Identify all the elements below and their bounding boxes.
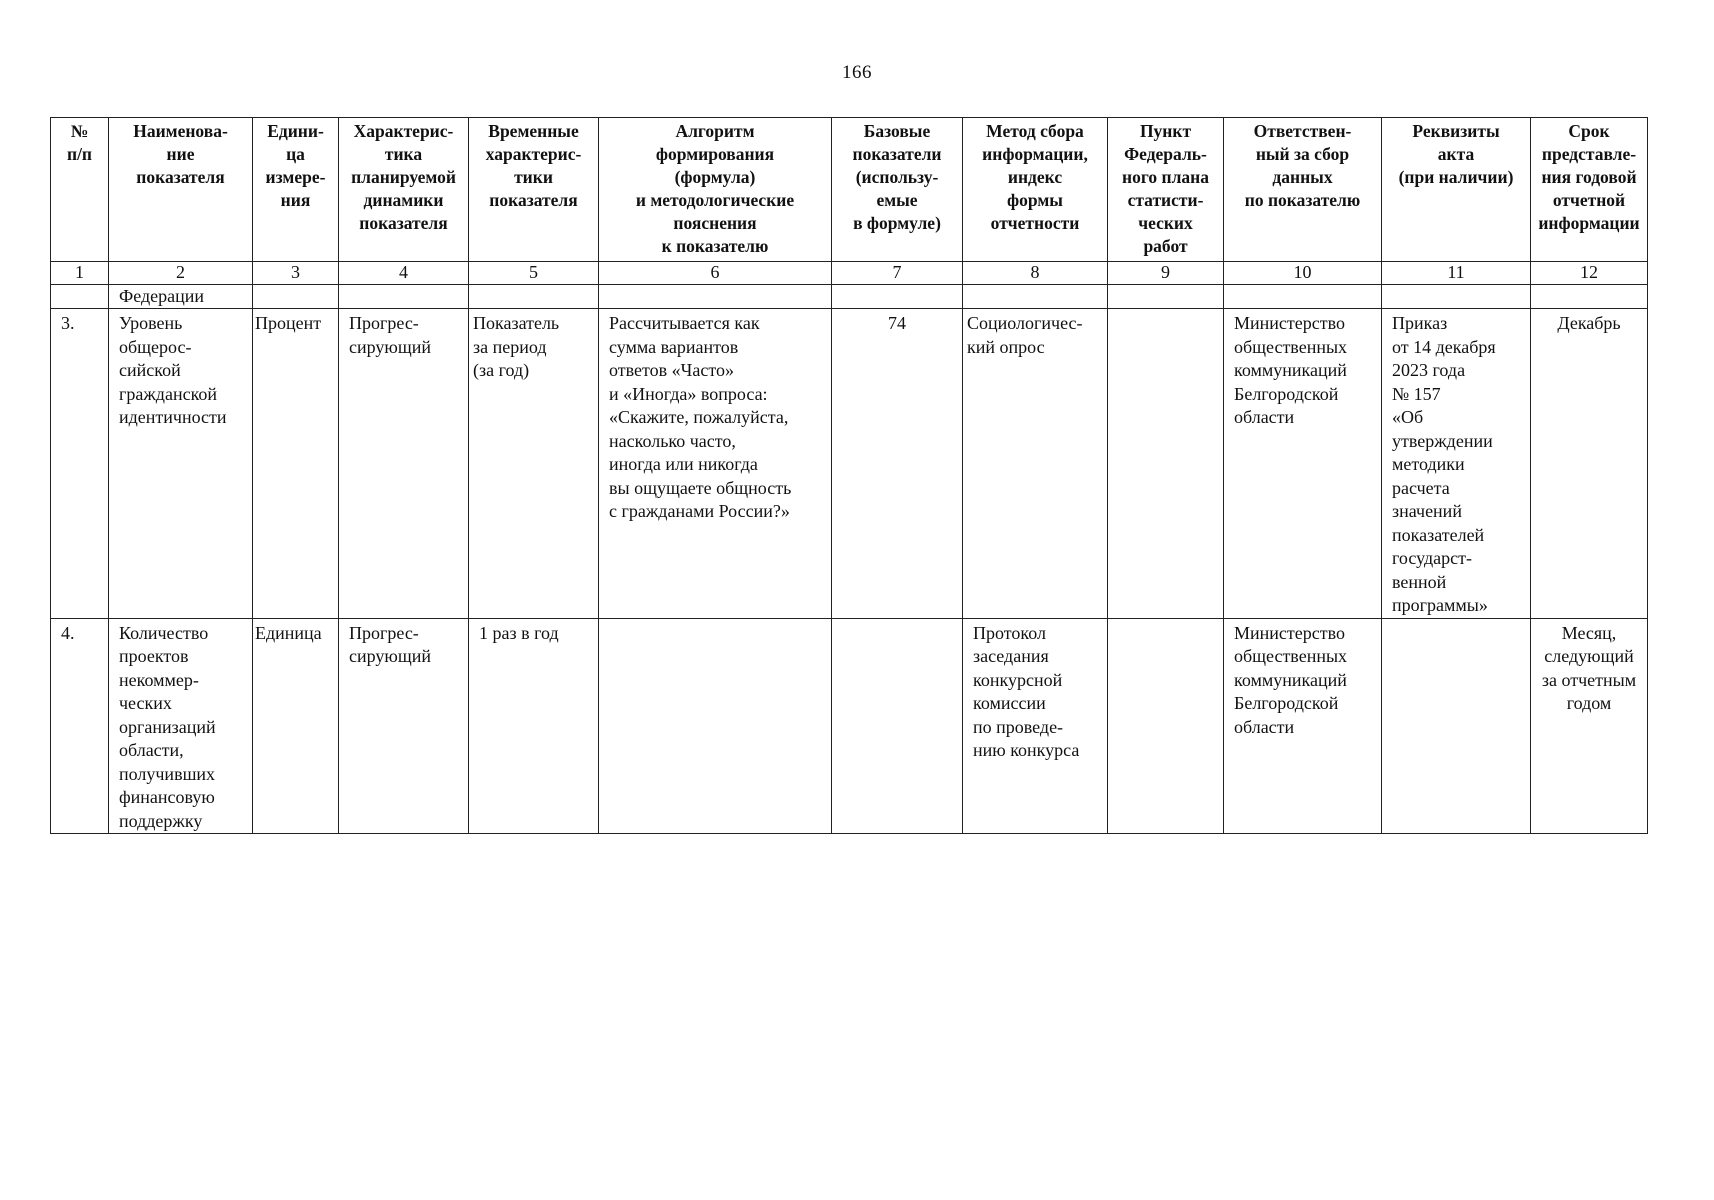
dynamics: Прогрес- сирующий — [339, 309, 469, 619]
row-num: 4. — [51, 618, 109, 834]
plan-item — [1108, 309, 1224, 619]
dynamics: Прогрес- сирующий — [339, 618, 469, 834]
col-header-algorithm: Алгоритм формирования (формула) и методологические пояснения к показателю — [599, 118, 832, 262]
col-header-time: Временные характерис- тики показателя — [469, 118, 599, 262]
indicator-table — [50, 117, 1648, 834]
collection-method: Протокол заседания конкурсной комиссии по проведе- нию конкурса — [963, 618, 1108, 834]
col-number: 6 — [599, 262, 832, 285]
col-header-plan-item: Пункт Федераль- ного плана статисти- ческих работ — [1108, 118, 1224, 262]
col-number: 10 — [1224, 262, 1382, 285]
header-row — [51, 118, 1648, 262]
unit: Единица — [253, 618, 339, 834]
col-header-method: Метод сбора информации, индекс формы отчетности — [963, 118, 1108, 262]
col-number: 11 — [1382, 262, 1531, 285]
col-header-responsible: Ответствен- ный за сбор данных по показателю — [1224, 118, 1382, 262]
indicator-name: Уровень общерос- сийской гражданской идентичности — [109, 309, 253, 619]
col-header-dynamics: Характерис- тика планируемой динамики показателя — [339, 118, 469, 262]
continuation-name: Федерации — [109, 285, 253, 309]
col-number: 7 — [832, 262, 963, 285]
plan-item — [1108, 618, 1224, 834]
responsible: Министерство общественных коммуникаций Белгородской области — [1224, 618, 1382, 834]
col-number: 12 — [1531, 262, 1648, 285]
act-details: Приказ от 14 декабря 2023 года № 157 «Об утверждении методики расчета значений показателей государст- венной программы» — [1382, 309, 1531, 619]
algorithm — [599, 618, 832, 834]
column-number-row — [51, 262, 1648, 285]
row-num: 3. — [51, 309, 109, 619]
col-header-deadline: Срок представле- ния годовой отчетной информации — [1531, 118, 1648, 262]
page-number: 166 — [842, 62, 872, 83]
col-header-base: Базовые показатели (использу- емые в формуле) — [832, 118, 963, 262]
responsible: Министерство общественных коммуникаций Белгородской области — [1224, 309, 1382, 619]
base-indicators — [832, 618, 963, 834]
time-characteristics: 1 раз в год — [469, 618, 599, 834]
collection-method: Социологичес- кий опрос — [963, 309, 1108, 619]
col-header-name: Наименова- ние показателя — [109, 118, 253, 262]
base-indicators: 74 — [832, 309, 963, 619]
unit: Процент — [253, 309, 339, 619]
col-number: 4 — [339, 262, 469, 285]
continuation-row — [51, 285, 1648, 309]
indicator-name: Количество проектов некоммер- ческих организаций области, получивших финансовую поддержку — [109, 618, 253, 834]
col-header-unit: Едини- ца измере- ния — [253, 118, 339, 262]
col-number: 1 — [51, 262, 109, 285]
col-header-act: Реквизиты акта (при наличии) — [1382, 118, 1531, 262]
col-number: 8 — [963, 262, 1108, 285]
table-row — [51, 618, 1648, 834]
col-number: 9 — [1108, 262, 1224, 285]
deadline: Декабрь — [1531, 309, 1648, 619]
time-characteristics: Показатель за период (за год) — [469, 309, 599, 619]
col-number: 5 — [469, 262, 599, 285]
table-row — [51, 309, 1648, 619]
col-number: 2 — [109, 262, 253, 285]
col-number: 3 — [253, 262, 339, 285]
col-header-num: № п/п — [51, 118, 109, 262]
act-details — [1382, 618, 1531, 834]
algorithm: Рассчитывается как сумма вариантов ответов «Часто» и «Иногда» вопроса: «Скажите, пожалуйста, насколько часто, иногда или никогда вы ощущаете общность с гражданами России?» — [599, 309, 832, 619]
deadline: Месяц, следующий за отчетным годом — [1531, 618, 1648, 834]
